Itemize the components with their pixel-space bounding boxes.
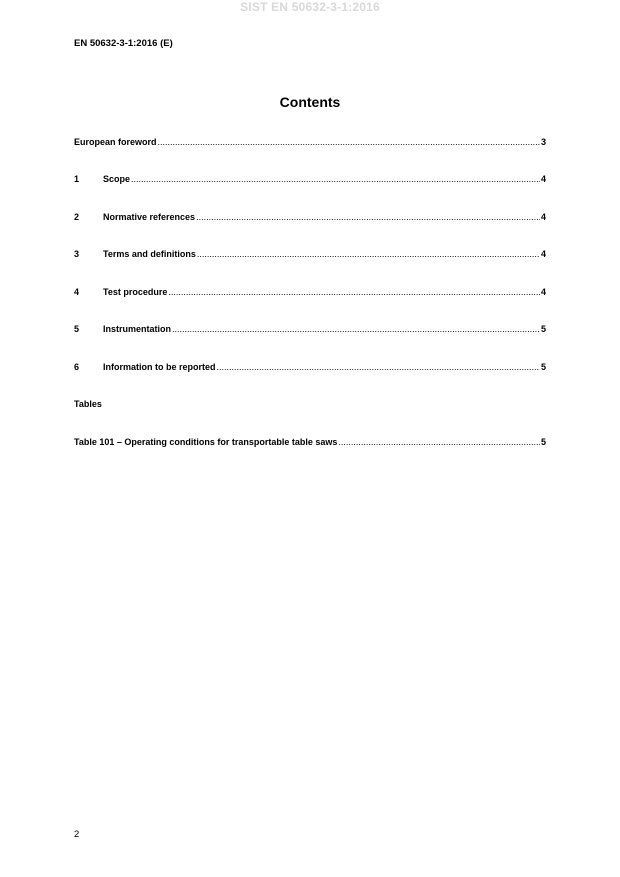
toc-leader-dots	[158, 137, 540, 147]
toc-entry-european-foreword[interactable]	[74, 137, 546, 149]
toc-leader-dots	[217, 362, 540, 372]
toc-entry-label: Instrumentation	[103, 324, 172, 334]
toc-entry-label: European foreword	[74, 137, 157, 147]
toc-entry-normative-references[interactable]	[74, 212, 546, 224]
toc-entry-page: 5	[540, 324, 546, 334]
toc-leader-dots	[131, 174, 540, 184]
toc-leader-dots	[172, 324, 540, 334]
toc-entry-information-to-be-reported[interactable]	[74, 362, 546, 374]
toc-entry-page: 4	[540, 287, 546, 297]
toc-entry-scope[interactable]	[74, 174, 546, 186]
toc-entry-number: 4	[74, 287, 80, 297]
toc-leader-dots	[168, 287, 540, 297]
toc-entry-label: Normative references	[103, 212, 196, 222]
toc-entry-number: 5	[74, 324, 80, 334]
toc-entry-table-101[interactable]	[74, 437, 546, 449]
toc-entry-page: 4	[540, 212, 546, 222]
toc-entry-page: 4	[540, 249, 546, 259]
toc-entry-label: Scope	[103, 174, 131, 184]
toc-leader-dots	[338, 437, 540, 447]
toc-leader-dots	[196, 212, 540, 222]
toc-entry-page: 5	[540, 437, 546, 447]
toc-entry-page: 5	[540, 362, 546, 372]
toc-leader-dots	[197, 249, 540, 259]
toc-entry-page: 4	[540, 174, 546, 184]
toc-entry-label: Terms and definitions	[103, 249, 196, 259]
toc-entry-number: 1	[74, 174, 80, 184]
toc-entry-label: Test procedure	[103, 287, 168, 297]
toc-entry-page: 3	[540, 137, 546, 147]
toc-entry-label: Table 101 – Operating conditions for transportable table saws	[74, 437, 338, 447]
document-reference: EN 50632-3-1:2016 (E)	[74, 38, 173, 49]
toc-entry-number: 6	[74, 362, 80, 372]
toc-entry-test-procedure[interactable]	[74, 287, 546, 299]
toc-entry-terms-and-definitions[interactable]	[74, 249, 546, 261]
tables-heading: Tables	[74, 399, 102, 409]
toc-entry-number: 2	[74, 212, 80, 222]
contents-title: Contents	[279, 94, 341, 110]
watermark: SIST EN 50632-3-1:2016	[240, 0, 380, 14]
toc-entry-label: Information to be reported	[103, 362, 216, 372]
toc-entry-number: 3	[74, 249, 80, 259]
toc-entry-instrumentation[interactable]	[74, 324, 546, 336]
page-number: 2	[74, 829, 80, 840]
